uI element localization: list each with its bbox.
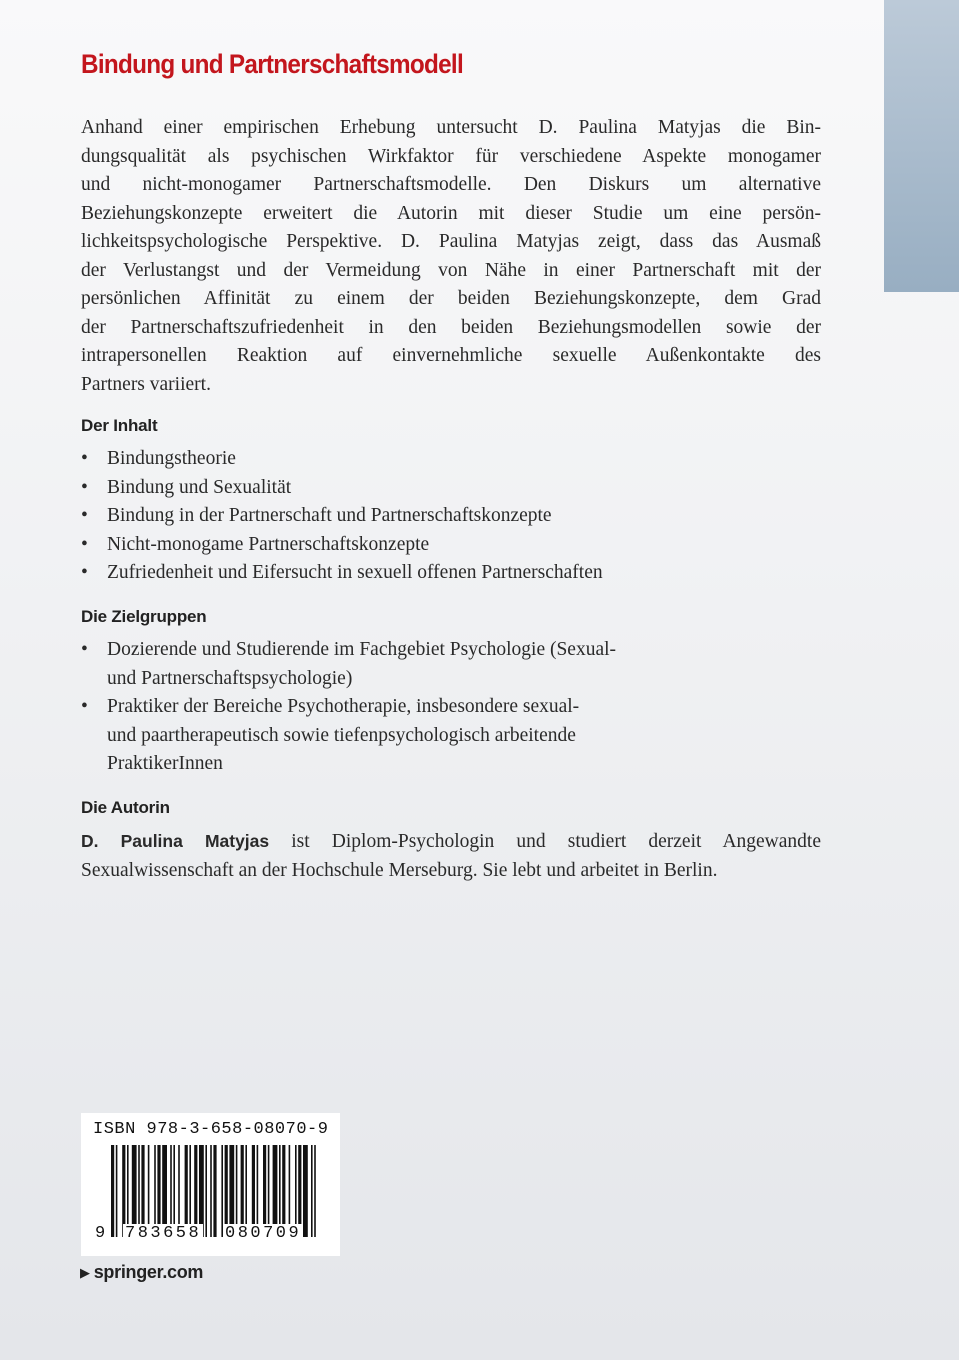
- author-line: Sexualwissenschaft an der Hochschule Merseburg. Sie lebt und arbeitet in Berlin.: [81, 859, 718, 881]
- barcode-digits: 080709: [225, 1224, 302, 1243]
- intro-line: dungsqualität als psychischen Wirkfaktor für verschiedene Aspekte monogamer: [81, 145, 821, 167]
- list-item: • Zufriedenheit und Eifersucht in sexuell offenen Partnerschaften: [81, 562, 603, 583]
- intro-line: der Verlustangst und der Vermeidung von Nähe in einer Partnerschaft mit der: [81, 259, 821, 281]
- right-triangle-icon: ▶: [80, 1265, 90, 1280]
- barcode-digits: 783658: [125, 1224, 202, 1243]
- list-item: • Bindung und Sexualität: [81, 476, 292, 498]
- intro-line: Partners variiert.: [81, 373, 211, 395]
- book-title: Bindung und Partnerschaftsmodell: [81, 49, 463, 79]
- publisher-link[interactable]: [80, 1262, 203, 1283]
- author-name: D. Paulina Matyjas: [81, 831, 270, 851]
- section-heading-inhalt: Der Inhalt: [81, 416, 158, 435]
- section-heading-autorin: Die Autorin: [81, 798, 170, 817]
- intro-line: Anhand einer empirischen Erhebung untersucht D. Paulina Matyjas die Bin-: [81, 117, 821, 138]
- isbn-barcode: [81, 1113, 340, 1256]
- section-heading-zielgruppen: Die Zielgruppen: [81, 607, 207, 626]
- side-color-tab: [884, 0, 959, 292]
- author-line: D. Paulina Matyjas ist Diplom-Psychologin und studiert derzeit Angewandte: [81, 831, 821, 852]
- list-item: • Praktiker der Bereiche Psychotherapie, insbesondere sexual- und paartherapeutisch sowie tiefenpsychologisch arbeitende PraktikerInnen: [81, 696, 580, 774]
- back-cover-content: [81, 46, 821, 881]
- intro-line: intrapersonellen Reaktion auf einvernehmliche sexuelle Außenkontakte des: [81, 345, 821, 366]
- publisher-url: springer.com: [93, 1262, 204, 1282]
- barcode-digit: 9: [95, 1224, 106, 1243]
- inhalt-list: [81, 445, 781, 588]
- isbn-label: ISBN 978-3-658-08070-9: [93, 1120, 329, 1139]
- list-item: • Dozierende und Studierende im Fachgebiet Psychologie (Sexual- und Partnerschaftspsychologie): [81, 639, 617, 689]
- intro-line: persönlichen Affinität zu einem der beiden Beziehungskonzepte, dem Grad: [81, 288, 821, 309]
- intro-paragraph: [81, 114, 821, 399]
- intro-line: und nicht-monogamer Partnerschaftsmodelle. Den Diskurs um alternative: [81, 174, 821, 195]
- list-item: • Bindung in der Partnerschaft und Partnerschaftskonzepte: [81, 505, 552, 526]
- intro-line: Beziehungskonzepte erweitert die Autorin mit dieser Studie um eine persön-: [81, 202, 821, 224]
- intro-line: der Partnerschaftszufriedenheit in den beiden Beziehungsmodellen sowie der: [81, 316, 821, 338]
- author-paragraph: [81, 827, 821, 885]
- intro-line: lichkeitspsychologische Perspektive. D. Paulina Matyjas zeigt, dass das Ausmaß: [81, 231, 821, 252]
- list-item: • Nicht-monogame Partnerschaftskonzepte: [81, 533, 430, 555]
- zielgruppen-list: [81, 636, 781, 779]
- list-item: • Bindungstheorie: [81, 448, 236, 469]
